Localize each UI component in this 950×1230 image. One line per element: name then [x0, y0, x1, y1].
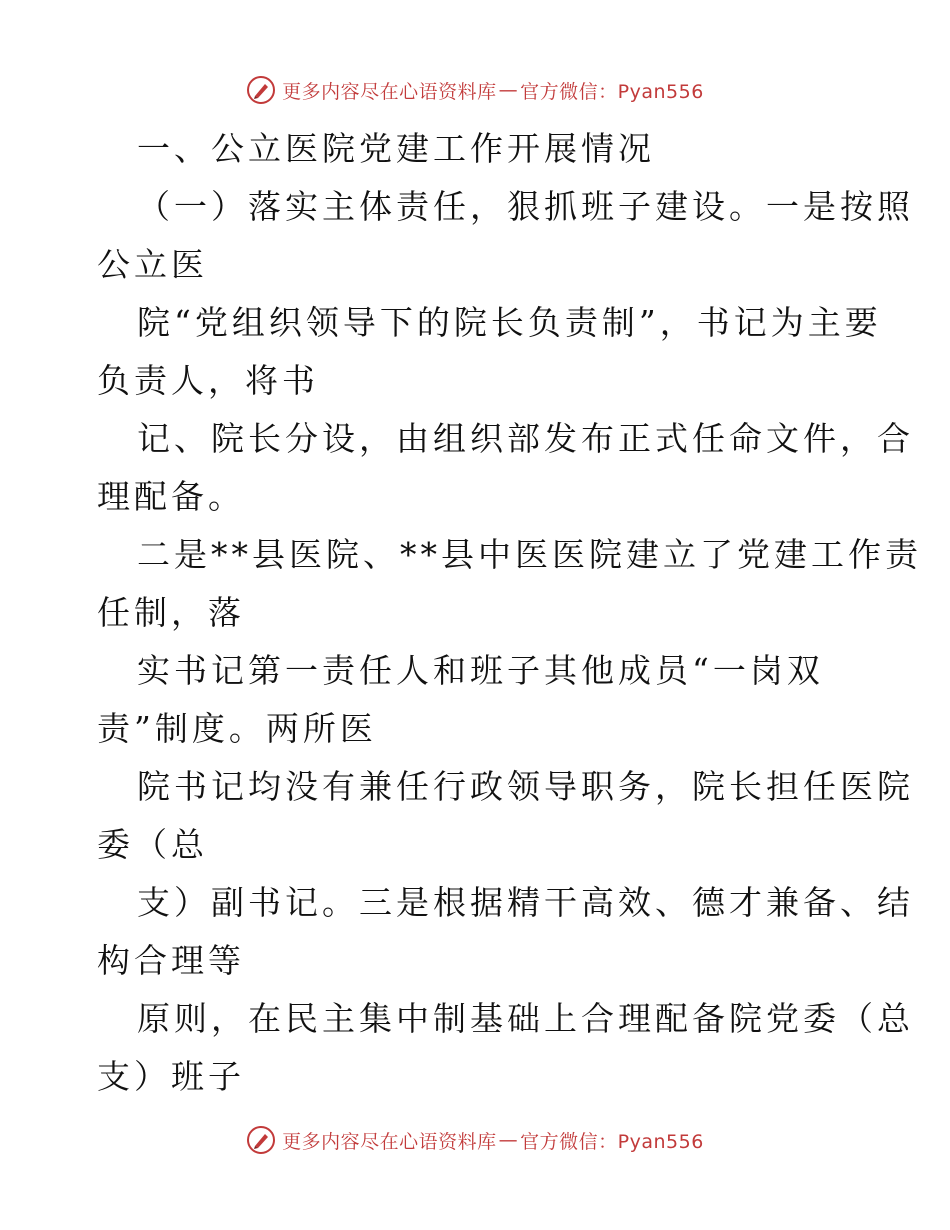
banner-separator: —: [498, 79, 519, 101]
document-line: 实书记第一责任人和班子其他成员“一岗双: [137, 651, 824, 690]
document-line: 构合理等: [97, 941, 245, 980]
document-line: 任制，落: [97, 593, 245, 632]
banner-separator: —: [498, 1129, 519, 1151]
banner-contact: 官方微信：Pyan556: [520, 1130, 704, 1153]
document-line: 原则，在民主集中制基础上合理配备院党委（总: [137, 999, 914, 1038]
document-line: 责”制度。两所医: [97, 709, 377, 748]
document-line: 支）副书记。三是根据精干高效、德才兼备、结: [137, 883, 914, 922]
document-line: 二是**县医院、**县中医医院建立了党建工作责: [137, 535, 922, 574]
document-line: 记、院长分设，由组织部发布正式任命文件，合: [137, 419, 914, 458]
document-line: 一、公立医院党建工作开展情况: [137, 129, 655, 168]
banner-contact: 官方微信：Pyan556: [520, 80, 704, 103]
banner-text: 更多内容尽在心语资料库: [282, 80, 497, 103]
document-line: 院“党组织领导下的院长负责制”，书记为主要: [137, 303, 882, 342]
header-banner: [0, 70, 950, 110]
document-line: 委（总: [97, 825, 208, 864]
pen-logo-icon: [246, 75, 276, 105]
document-line: （一）落实主体责任，狠抓班子建设。一是按照: [137, 187, 914, 226]
pen-logo-icon: [246, 1125, 276, 1155]
document-line: 公立医: [97, 245, 208, 284]
document-line: 支）班子: [97, 1057, 245, 1096]
document-line: 理配备。: [97, 477, 245, 516]
footer-banner: [0, 1120, 950, 1160]
document-line: 院书记均没有兼任行政领导职务，院长担任医院: [137, 767, 914, 806]
banner-text: 更多内容尽在心语资料库: [282, 1130, 497, 1153]
document-line: 负责人，将书: [97, 361, 319, 400]
